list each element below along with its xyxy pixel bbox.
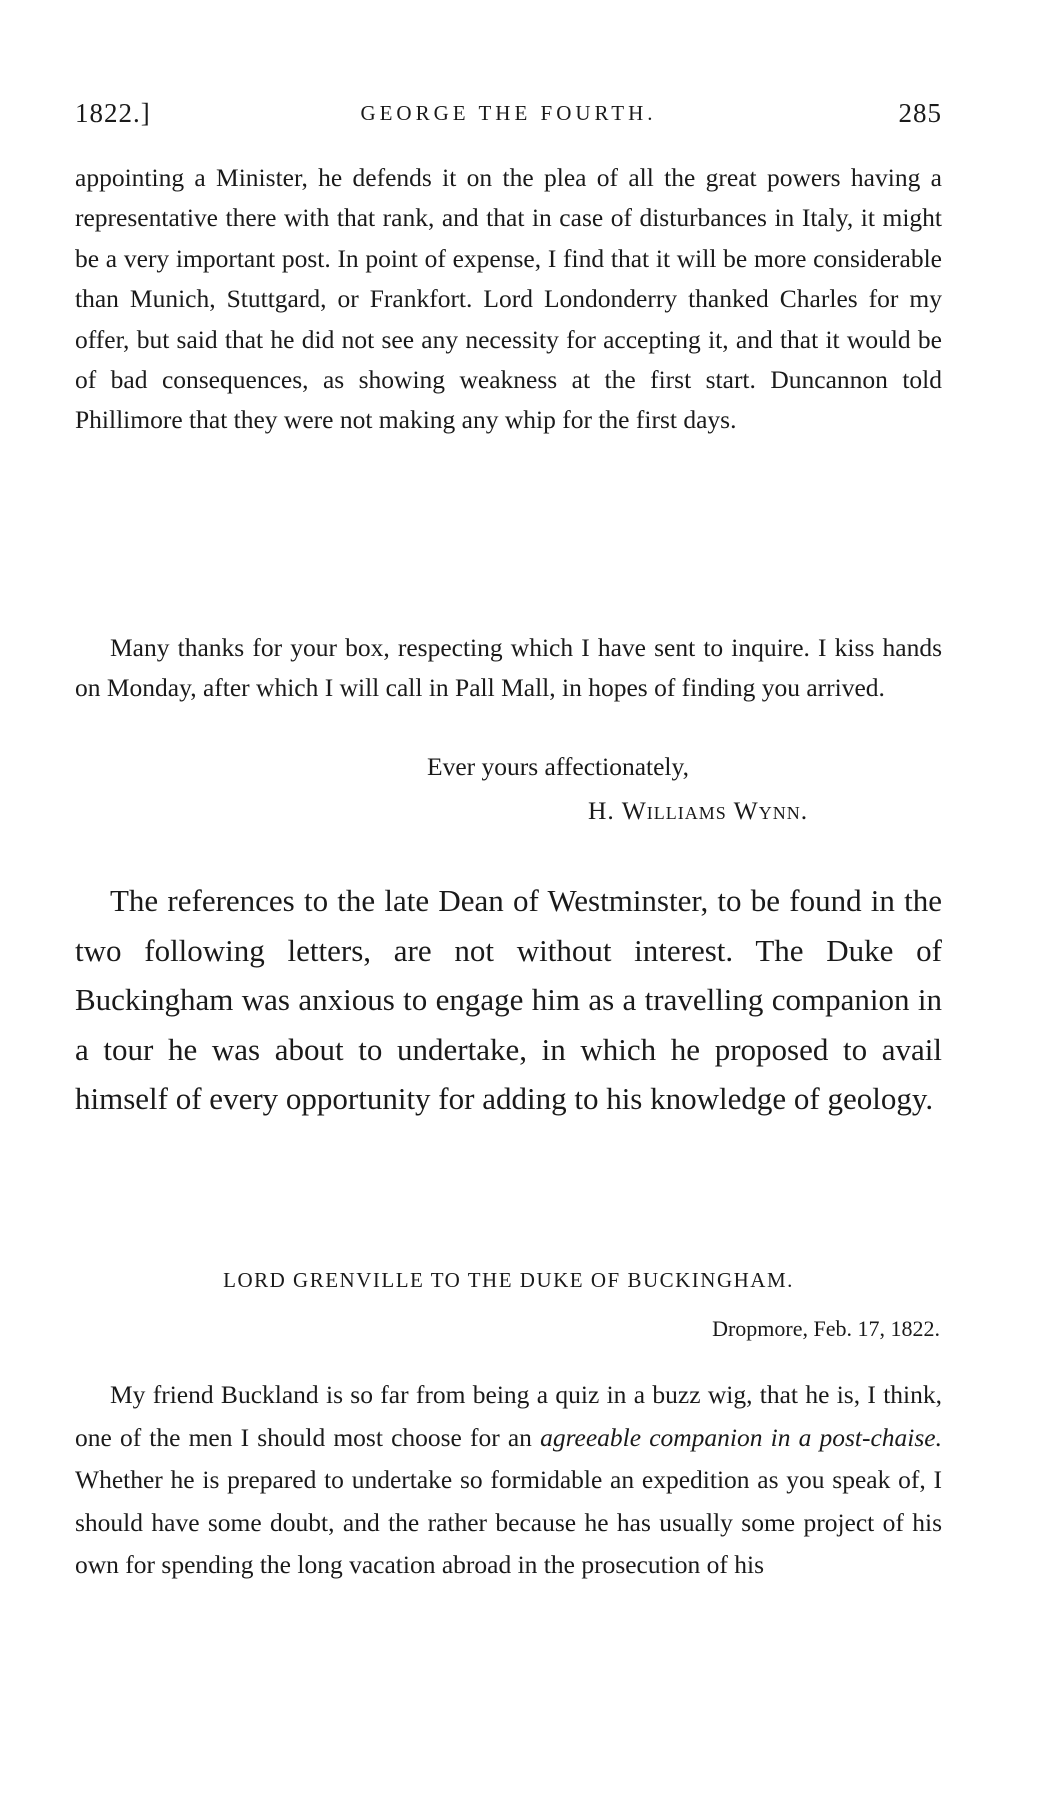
running-head-title: GEORGE THE FOURTH. [360, 101, 657, 125]
running-head [75, 98, 942, 138]
letter-body-text-start: My friend Buckland is so far from being a quiz in a buzz wig, that he is, I think, one of the men I should most choose for an [75, 1380, 942, 1452]
letter-heading: LORD GRENVILLE TO THE DUKE OF BUCKINGHAM. [223, 1268, 794, 1292]
letter-body [75, 1374, 942, 1587]
continued-paragraph: appointing a Minister, he defends it on the plea of all the great powers having a representative there with that rank, and that in case of disturbances in Italy, it might be a very important post. In point of expense, I find that it will be more considerable than Munich, Stuttgard, or Frankfort. Lord Londonderry thanked Charles for my offer, but said that he did not see any necessity for accepting it, and that it would be of bad consequences, as showing weakness at the first start. Duncannon told Phillimore that they were not making any whip for the first days. [75, 163, 942, 435]
editorial-note-text: The references to the late Dean of Westminster, to be found in the two following letters, are not without interest. The Duke of Buckingham was anxious to engage him as a travelling companion in a tour he was about to undertake, in which he proposed to avail himself of every opportunity for adding to his knowledge of geology. [75, 883, 942, 1116]
letter-body-paragraph [75, 1374, 942, 1587]
letter-continuation-paragraph [75, 158, 942, 441]
valediction: Ever yours affectionately, [427, 752, 689, 781]
page-number: 285 [898, 98, 942, 128]
editorial-note [75, 876, 942, 1124]
signature: H. Williams Wynn. [588, 796, 809, 825]
letter-body-text-end: Whether he is prepared to undertake so formidable an expedition as you speak of, I should have some doubt, and the rather because he has usually some project of his own for spending the long vacation abroad in the prosecution of his [75, 1465, 942, 1579]
letter-dateline: Dropmore, Feb. 17, 1822. [712, 1316, 940, 1341]
letter-closing-paragraph [75, 628, 942, 709]
running-head-year: 1822.] [75, 98, 151, 128]
letter-body-italic-phrase: agreeable companion in a post-chaise. [540, 1422, 942, 1452]
closing-paragraph: Many thanks for your box, respecting which I have sent to inquire. I kiss hands on Monday, after which I will call in Pall Mall, in hopes of finding you arrived. [75, 633, 942, 703]
